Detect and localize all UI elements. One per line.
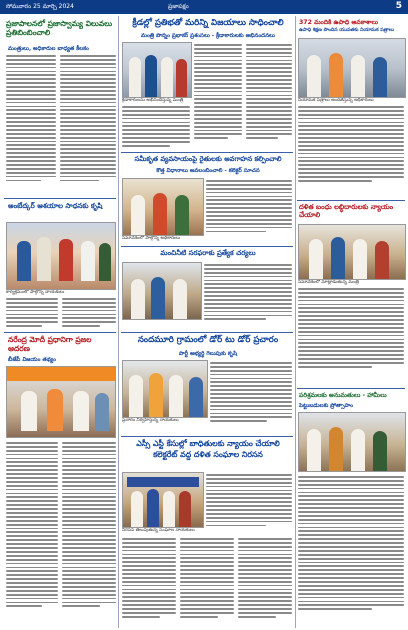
- column-divider: [118, 16, 119, 628]
- caption-p1: సమావేశంలో మాట్లాడుతున్న మంత్రి: [298, 280, 359, 285]
- page-header-bar: [0, 0, 408, 14]
- photo-industries-meeting: [298, 412, 406, 472]
- body-text-a10: [238, 538, 292, 626]
- page-date: సోమవారం 25 మార్చి 2024: [6, 3, 74, 10]
- headline-a11: పరిశ్రమలకు అనుమతులు - హామీలు: [299, 392, 387, 399]
- section-rule: [297, 200, 405, 201]
- body-text-a5: [204, 264, 292, 328]
- photo-job-appointment: [298, 38, 406, 98]
- photo-water-supply: [122, 262, 202, 320]
- subheadline-a10: కలెక్టరేట్ వద్ద దళిత సంఘాల నిరసన: [153, 450, 263, 459]
- caption-p6: సమావేశంలో పాల్గొన్న అధికారులు: [122, 236, 181, 241]
- section-rule: [297, 388, 405, 389]
- body-text-a7: [6, 442, 58, 626]
- body-text-a6: [298, 288, 404, 384]
- section-rule: [4, 198, 116, 199]
- body-text-a4: [206, 180, 292, 240]
- body-text-a7: [62, 442, 116, 626]
- subheadline-a7: బీజేపీ విజయం తథ్యం: [8, 357, 56, 363]
- section-rule: [121, 436, 293, 437]
- subheadline-a2: మంత్రి పొన్నం ప్రభాకర్ ప్రశంసలు - క్రీడాకారులకు అభినందనలు: [141, 33, 275, 39]
- body-text-a9: [6, 298, 58, 328]
- body-text-a10: [122, 538, 176, 626]
- caption-p5: ప్రచారం నిర్వహిస్తున్న నాయకులు: [122, 418, 179, 423]
- photo-dalit-bandhu: [298, 224, 406, 280]
- headline-a9: అంబేద్కర్ ఆశయాల సాధనకు కృషి: [8, 202, 103, 210]
- caption-p3: నియామక పత్రాలు అందజేస్తున్న అధికారులు: [298, 98, 374, 103]
- subheadline-a8: పార్టీ అభ్యర్థి గెలుపుకు కృషి: [178, 351, 238, 357]
- body-text-a1: [6, 55, 56, 195]
- caption-p4: కార్యక్రమంలో పాల్గొన్న నాయకులు: [6, 290, 65, 295]
- photo-sports-felicitation: [122, 42, 192, 98]
- body-text-a1: [60, 55, 116, 195]
- headline-a10: ఎస్సీ ఎస్టీ కేసుల్లో బాధితులకు న్యాయం చేయాలి: [136, 439, 280, 448]
- subheadline-a4: కొత్త విధానాలు అవలంబించాలి - కలెక్టర్ సూచన: [156, 168, 260, 174]
- headline-a3: 372 మందికి ఉపాధి అవకాశాలు: [299, 19, 379, 26]
- paper-name: ప్రజాపక్షం: [168, 3, 189, 10]
- headline-a6: దళిత బంధు లబ్ధిదారులకు న్యాయం చేయాలి: [299, 203, 394, 219]
- photo-protest: [122, 472, 204, 528]
- subheadline-a1: మంత్రులు, అధికారుల బాధ్యత కీలకం: [8, 46, 89, 52]
- photo-agriculture-meeting: [122, 178, 204, 236]
- body-text-a8: [210, 362, 292, 432]
- body-text-a9: [62, 298, 116, 328]
- body-text-a2: [246, 44, 292, 150]
- column-divider: [295, 16, 296, 628]
- headline-a4: సమీకృత వ్యవసాయంపై రైతులకు అవగాహన కల్పించాలి: [134, 155, 282, 163]
- caption-p2: క్రీడాకారులను అభినందిస్తున్న మంత్రి: [122, 98, 184, 103]
- photo-door-to-door-campaign: [122, 360, 208, 418]
- body-text-a2: [122, 106, 190, 150]
- subheadline-a11: పెట్టుబడులకు ప్రోత్సాహం: [299, 403, 354, 409]
- body-text-a3: [298, 106, 404, 196]
- section-rule: [121, 246, 293, 247]
- section-rule: [121, 152, 293, 153]
- section-rule: [121, 332, 293, 333]
- headline-a7: నరేంద్ర మోదీ ప్రధానిగా ప్రజల ఆదరణ: [8, 335, 92, 353]
- headline-a8: నందమూరి గ్రామంలో డోర్ టు డోర్ ప్రచారం: [137, 335, 279, 345]
- photo-ambedkar-event: [6, 222, 116, 290]
- headline-a2: క్రీడల్లో ప్రతిభతో మరిన్ని విజయాలు సాధించాలి: [132, 18, 284, 28]
- subheadline-a3: ఉపాధి శిక్షణ పొందిన యువతకు నియామక పత్రాలు: [299, 28, 394, 33]
- body-text-a2: [194, 44, 242, 150]
- body-text-a11: [298, 476, 404, 626]
- body-text-a10: [206, 474, 292, 534]
- section-rule: [4, 332, 116, 333]
- headline-a5: మంచినీటి సరఫరాకు ప్రత్యేక చర్యలు: [160, 249, 256, 257]
- caption-p7: నిరసన తెలుపుతున్న సంఘాల నాయకులు: [122, 528, 195, 533]
- body-text-a10: [180, 538, 234, 626]
- page-number: 5: [395, 1, 402, 11]
- headline-a1: ప్రజాపాలనలో ప్రజాస్వామ్య విలువలు ప్రతిబింబించాలి: [6, 19, 113, 37]
- photo-bjp-meeting: [6, 366, 116, 438]
